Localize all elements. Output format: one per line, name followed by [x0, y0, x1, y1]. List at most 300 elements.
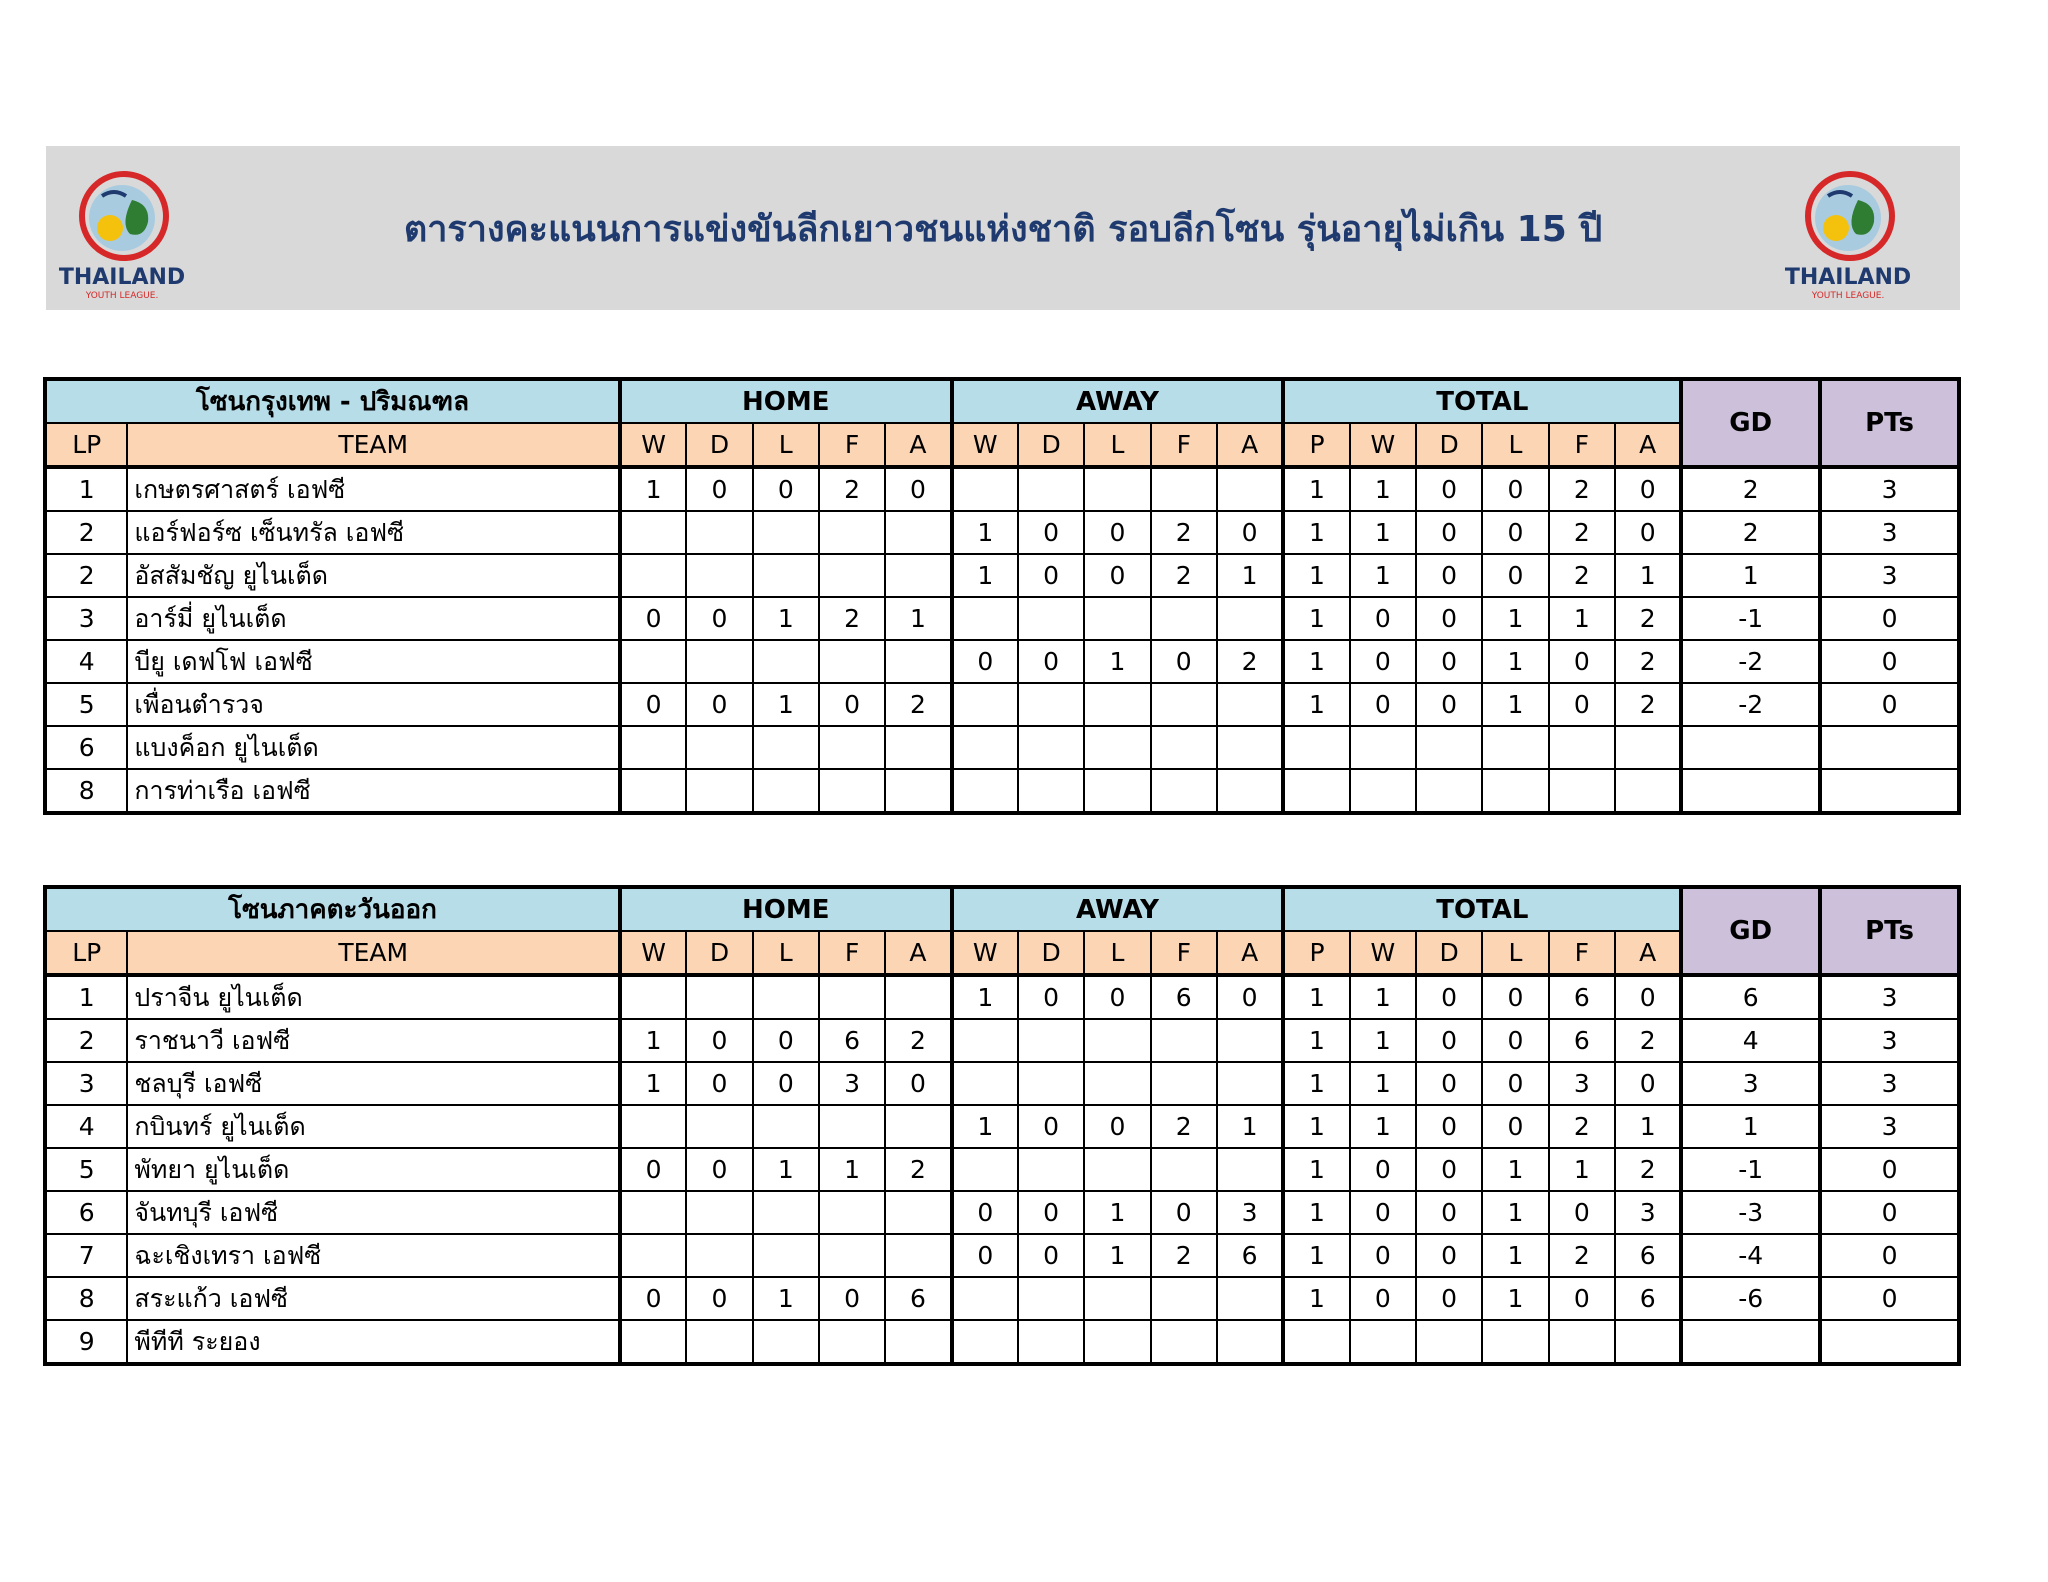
total-stat-cell: 1: [1283, 554, 1349, 597]
table-row: [45, 1062, 1959, 1105]
table-row: [45, 640, 1959, 683]
home-stat-cell: [686, 554, 752, 597]
away-stat-cell: [952, 1277, 1018, 1320]
table-row: [45, 1277, 1959, 1320]
team-name-cell: แบงค็อก ยูไนเต็ด: [127, 726, 620, 769]
subheader-row: [45, 423, 1959, 467]
away-stat-cell: [1217, 683, 1283, 726]
total-stat-cell: 0: [1416, 975, 1482, 1019]
away-stat-cell: 2: [1151, 511, 1217, 554]
away-stat-cell: 1: [952, 975, 1018, 1019]
col-header-f: F: [1549, 423, 1615, 467]
total-stat-cell: 1: [1615, 554, 1681, 597]
total-stat-cell: 1: [1283, 597, 1349, 640]
col-header-d: D: [1018, 931, 1084, 975]
home-stat-cell: 1: [885, 597, 951, 640]
away-stat-cell: [1084, 1148, 1150, 1191]
away-stat-cell: [1217, 1148, 1283, 1191]
table-row: [45, 683, 1959, 726]
table-row: [45, 1320, 1959, 1364]
points-cell: 3: [1820, 1062, 1959, 1105]
home-stat-cell: 1: [819, 1148, 885, 1191]
home-stat-cell: 0: [686, 1148, 752, 1191]
home-stat-cell: 1: [620, 1019, 686, 1062]
col-header-a: A: [1615, 423, 1681, 467]
home-stat-cell: [885, 1234, 951, 1277]
home-stat-cell: [686, 640, 752, 683]
home-stat-cell: 0: [620, 1148, 686, 1191]
home-stat-cell: 0: [753, 467, 819, 511]
away-stat-cell: 0: [1151, 640, 1217, 683]
total-stat-cell: 0: [1615, 975, 1681, 1019]
away-stat-cell: 0: [952, 1234, 1018, 1277]
home-stat-cell: [819, 511, 885, 554]
home-stat-cell: 0: [686, 597, 752, 640]
position-cell: 3: [45, 1062, 127, 1105]
points-cell: 3: [1820, 467, 1959, 511]
zone-name: โซนกรุงเทพ - ปริมณฑล: [45, 379, 620, 423]
team-name-cell: เกษตรศาสตร์ เอฟซี: [127, 467, 620, 511]
table-row: [45, 769, 1959, 813]
total-stat-cell: [1350, 726, 1416, 769]
pts-header: PTs: [1820, 379, 1959, 467]
home-stat-cell: 2: [819, 597, 885, 640]
away-stat-cell: [1151, 1148, 1217, 1191]
home-stat-cell: 0: [620, 1277, 686, 1320]
col-header-d: D: [1416, 931, 1482, 975]
away-stat-cell: 0: [952, 640, 1018, 683]
total-stat-cell: [1615, 1320, 1681, 1364]
total-stat-cell: 1: [1283, 1019, 1349, 1062]
team-name-cell: จันทบุรี เอฟซี: [127, 1191, 620, 1234]
home-stat-cell: 0: [686, 683, 752, 726]
total-stat-cell: 2: [1549, 554, 1615, 597]
home-stat-cell: [819, 726, 885, 769]
away-stat-cell: 2: [1151, 1105, 1217, 1148]
svg-text:YOUTH LEAGUE.: YOUTH LEAGUE.: [1811, 291, 1885, 301]
team-name-cell: การท่าเรือ เอฟซี: [127, 769, 620, 813]
team-header: TEAM: [127, 423, 620, 467]
total-stat-cell: 0: [1416, 683, 1482, 726]
gd-header: GD: [1681, 379, 1820, 467]
team-name-cell: ชลบุรี เอฟซี: [127, 1062, 620, 1105]
away-stat-cell: [1217, 597, 1283, 640]
header-banner: [46, 146, 1960, 310]
away-stat-cell: 3: [1217, 1191, 1283, 1234]
total-stat-cell: 3: [1615, 1191, 1681, 1234]
away-stat-cell: 1: [952, 511, 1018, 554]
total-stat-cell: 0: [1482, 1062, 1548, 1105]
total-stat-cell: 0: [1482, 975, 1548, 1019]
home-stat-cell: [686, 769, 752, 813]
total-stat-cell: 0: [1549, 1277, 1615, 1320]
home-stat-cell: 0: [885, 467, 951, 511]
col-header-p: P: [1283, 931, 1349, 975]
home-stat-cell: [620, 769, 686, 813]
col-header-a: A: [885, 931, 951, 975]
away-stat-cell: [1151, 1019, 1217, 1062]
position-cell: 8: [45, 1277, 127, 1320]
total-stat-cell: 0: [1615, 467, 1681, 511]
home-stat-cell: [753, 640, 819, 683]
total-stat-cell: 6: [1615, 1234, 1681, 1277]
away-stat-cell: [1084, 726, 1150, 769]
total-stat-cell: 1: [1283, 1062, 1349, 1105]
total-stat-cell: 1: [1350, 467, 1416, 511]
total-stat-cell: 1: [1350, 511, 1416, 554]
total-stat-cell: 1: [1482, 1148, 1548, 1191]
away-stat-cell: 0: [952, 1191, 1018, 1234]
total-stat-cell: [1283, 769, 1349, 813]
position-cell: 8: [45, 769, 127, 813]
total-stat-cell: 1: [1482, 1277, 1548, 1320]
home-stat-cell: 6: [819, 1019, 885, 1062]
total-stat-cell: 0: [1416, 1148, 1482, 1191]
away-stat-cell: [1018, 726, 1084, 769]
home-stat-cell: 1: [753, 1148, 819, 1191]
home-stat-cell: 6: [885, 1277, 951, 1320]
total-stat-cell: 0: [1416, 1191, 1482, 1234]
total-stat-cell: [1416, 726, 1482, 769]
goal-difference-cell: [1681, 726, 1820, 769]
total-stat-cell: 0: [1416, 640, 1482, 683]
home-stat-cell: [686, 1191, 752, 1234]
home-stat-cell: [620, 726, 686, 769]
home-stat-cell: 1: [620, 1062, 686, 1105]
away-stat-cell: 0: [1084, 975, 1150, 1019]
total-stat-cell: 1: [1482, 597, 1548, 640]
col-header-w: W: [620, 423, 686, 467]
away-stat-cell: [952, 726, 1018, 769]
away-stat-cell: [1151, 597, 1217, 640]
points-cell: 0: [1820, 597, 1959, 640]
away-stat-cell: [952, 1062, 1018, 1105]
table-row: [45, 511, 1959, 554]
total-stat-cell: 2: [1549, 511, 1615, 554]
team-name-cell: ปราจีน ยูไนเต็ด: [127, 975, 620, 1019]
total-stat-cell: [1350, 769, 1416, 813]
home-stat-cell: [753, 1234, 819, 1277]
away-stat-cell: [952, 1148, 1018, 1191]
home-stat-cell: 0: [753, 1019, 819, 1062]
total-stat-cell: 6: [1549, 1019, 1615, 1062]
total-stat-cell: 1: [1549, 597, 1615, 640]
home-stat-cell: [753, 726, 819, 769]
away-stat-cell: [1084, 467, 1150, 511]
away-stat-cell: [1084, 769, 1150, 813]
away-stat-cell: [952, 467, 1018, 511]
col-header-l: L: [753, 423, 819, 467]
total-stat-cell: 1: [1283, 1277, 1349, 1320]
away-stat-cell: [1151, 683, 1217, 726]
thailand-youth-league-logo: [1780, 156, 1930, 306]
away-stat-cell: 1: [952, 554, 1018, 597]
total-stat-cell: [1482, 769, 1548, 813]
total-stat-cell: 0: [1350, 683, 1416, 726]
total-stat-cell: [1416, 769, 1482, 813]
home-stat-cell: [753, 1105, 819, 1148]
total-stat-cell: 1: [1482, 683, 1548, 726]
home-stat-cell: 0: [620, 683, 686, 726]
away-stat-cell: 1: [1217, 554, 1283, 597]
away-stat-cell: [952, 597, 1018, 640]
goal-difference-cell: 6: [1681, 975, 1820, 1019]
away-stat-cell: 2: [1151, 1234, 1217, 1277]
home-stat-cell: [753, 975, 819, 1019]
total-stat-cell: 0: [1482, 1019, 1548, 1062]
away-stat-cell: [1018, 467, 1084, 511]
zone-name: โซนภาคตะวันออก: [45, 887, 620, 931]
gd-header: GD: [1681, 887, 1820, 975]
total-stat-cell: [1416, 1320, 1482, 1364]
col-header-a: A: [885, 423, 951, 467]
total-stat-cell: 1: [1482, 1191, 1548, 1234]
home-stat-cell: [753, 1320, 819, 1364]
col-header-a: A: [1615, 931, 1681, 975]
table-row: [45, 975, 1959, 1019]
total-stat-cell: 0: [1549, 640, 1615, 683]
team-name-cell: กบินทร์ ยูไนเต็ด: [127, 1105, 620, 1148]
total-stat-cell: 1: [1283, 467, 1349, 511]
away-stat-cell: 1: [1084, 640, 1150, 683]
home-stat-cell: 0: [620, 597, 686, 640]
total-stat-cell: 1: [1283, 511, 1349, 554]
page-title: ตารางคะแนนการแข่งขันลีกเยาวชนแห่งชาติ รอบลีกโซน รุ่นอายุไม่เกิน 15 ปี: [403, 209, 1603, 250]
total-stat-cell: [1482, 726, 1548, 769]
home-stat-cell: 2: [885, 1019, 951, 1062]
points-cell: 0: [1820, 1148, 1959, 1191]
away-stat-cell: 0: [1084, 554, 1150, 597]
team-name-cell: พัทยา ยูไนเต็ด: [127, 1148, 620, 1191]
home-stat-cell: [686, 511, 752, 554]
team-name-cell: บียู เดฟโฟ เอฟซี: [127, 640, 620, 683]
away-stat-cell: [1217, 1019, 1283, 1062]
svg-text:THAILAND: THAILAND: [1784, 265, 1912, 290]
home-stat-cell: 1: [753, 683, 819, 726]
table-row: [45, 467, 1959, 511]
col-header-l: L: [1482, 423, 1548, 467]
away-stat-cell: 0: [1084, 1105, 1150, 1148]
home-stat-cell: [686, 1105, 752, 1148]
away-stat-cell: [1217, 1062, 1283, 1105]
away-stat-cell: [1018, 769, 1084, 813]
home-header: HOME: [620, 379, 952, 423]
col-header-l: L: [1084, 931, 1150, 975]
home-stat-cell: [620, 554, 686, 597]
col-header-f: F: [1549, 931, 1615, 975]
points-cell: 0: [1820, 683, 1959, 726]
col-header-a: A: [1217, 423, 1283, 467]
total-stat-cell: 0: [1350, 597, 1416, 640]
col-header-l: L: [753, 931, 819, 975]
home-stat-cell: [885, 975, 951, 1019]
away-stat-cell: [1151, 467, 1217, 511]
home-stat-cell: 2: [819, 467, 885, 511]
total-stat-cell: 0: [1482, 554, 1548, 597]
away-stat-cell: [1217, 1320, 1283, 1364]
away-stat-cell: 0: [1151, 1191, 1217, 1234]
goal-difference-cell: -2: [1681, 640, 1820, 683]
away-stat-cell: [1084, 1320, 1150, 1364]
goal-difference-cell: 1: [1681, 554, 1820, 597]
col-header-f: F: [819, 931, 885, 975]
goal-difference-cell: -1: [1681, 1148, 1820, 1191]
away-stat-cell: [1018, 683, 1084, 726]
away-stat-cell: 6: [1151, 975, 1217, 1019]
position-cell: 4: [45, 1105, 127, 1148]
home-stat-cell: [885, 726, 951, 769]
points-cell: 0: [1820, 640, 1959, 683]
svg-text:THAILAND: THAILAND: [58, 265, 186, 290]
home-stat-cell: 2: [885, 1148, 951, 1191]
col-header-d: D: [686, 931, 752, 975]
home-stat-cell: 3: [819, 1062, 885, 1105]
away-stat-cell: 0: [1217, 975, 1283, 1019]
team-name-cell: สระแก้ว เอฟซี: [127, 1277, 620, 1320]
points-cell: 0: [1820, 1191, 1959, 1234]
home-stat-cell: [753, 554, 819, 597]
away-stat-cell: 1: [1084, 1234, 1150, 1277]
home-stat-cell: [620, 1234, 686, 1277]
total-stat-cell: 0: [1416, 1019, 1482, 1062]
team-name-cell: ฉะเชิงเทรา เอฟซี: [127, 1234, 620, 1277]
home-stat-cell: 1: [620, 467, 686, 511]
total-header: TOTAL: [1283, 379, 1681, 423]
away-stat-cell: [952, 683, 1018, 726]
points-cell: 3: [1820, 1105, 1959, 1148]
away-stat-cell: [952, 1019, 1018, 1062]
points-cell: 3: [1820, 511, 1959, 554]
home-stat-cell: [885, 1320, 951, 1364]
away-stat-cell: 0: [1018, 511, 1084, 554]
away-stat-cell: 1: [952, 1105, 1018, 1148]
home-stat-cell: [620, 640, 686, 683]
total-stat-cell: 0: [1350, 1191, 1416, 1234]
position-cell: 9: [45, 1320, 127, 1364]
subheader-row: [45, 931, 1959, 975]
home-stat-cell: [753, 511, 819, 554]
home-stat-cell: [753, 1191, 819, 1234]
lp-header: LP: [45, 931, 127, 975]
col-header-d: D: [1416, 423, 1482, 467]
total-stat-cell: 0: [1416, 554, 1482, 597]
total-header: TOTAL: [1283, 887, 1681, 931]
away-stat-cell: [1018, 597, 1084, 640]
away-stat-cell: 0: [1084, 511, 1150, 554]
points-cell: 0: [1820, 1234, 1959, 1277]
home-stat-cell: [885, 769, 951, 813]
table-row: [45, 1105, 1959, 1148]
home-stat-cell: 0: [686, 1277, 752, 1320]
away-stat-cell: 2: [1217, 640, 1283, 683]
col-header-l: L: [1084, 423, 1150, 467]
away-stat-cell: 0: [1018, 554, 1084, 597]
points-cell: 3: [1820, 1019, 1959, 1062]
away-stat-cell: [1018, 1062, 1084, 1105]
away-stat-cell: 0: [1217, 511, 1283, 554]
total-stat-cell: 2: [1615, 1148, 1681, 1191]
away-stat-cell: 0: [1018, 640, 1084, 683]
total-stat-cell: 2: [1615, 683, 1681, 726]
home-stat-cell: [819, 640, 885, 683]
total-stat-cell: 0: [1350, 1234, 1416, 1277]
total-stat-cell: [1283, 726, 1349, 769]
home-stat-cell: [819, 1234, 885, 1277]
total-stat-cell: 2: [1615, 1019, 1681, 1062]
away-stat-cell: 0: [1018, 1191, 1084, 1234]
table-row: [45, 597, 1959, 640]
total-stat-cell: 1: [1350, 554, 1416, 597]
team-header: TEAM: [127, 931, 620, 975]
total-stat-cell: 3: [1549, 1062, 1615, 1105]
home-stat-cell: 0: [686, 1062, 752, 1105]
total-stat-cell: [1615, 769, 1681, 813]
total-stat-cell: 2: [1549, 1105, 1615, 1148]
col-header-l: L: [1482, 931, 1548, 975]
total-stat-cell: 1: [1549, 1148, 1615, 1191]
away-stat-cell: [1084, 1277, 1150, 1320]
total-stat-cell: [1350, 1320, 1416, 1364]
table-row: [45, 1019, 1959, 1062]
away-stat-cell: [1151, 726, 1217, 769]
goal-difference-cell: [1681, 769, 1820, 813]
total-stat-cell: 1: [1350, 1105, 1416, 1148]
home-stat-cell: [620, 1191, 686, 1234]
away-stat-cell: [1084, 597, 1150, 640]
home-stat-cell: 0: [885, 1062, 951, 1105]
total-stat-cell: 0: [1416, 1277, 1482, 1320]
total-stat-cell: 0: [1615, 511, 1681, 554]
position-cell: 7: [45, 1234, 127, 1277]
total-stat-cell: 2: [1549, 1234, 1615, 1277]
home-stat-cell: [753, 769, 819, 813]
away-stat-cell: 1: [1217, 1105, 1283, 1148]
home-stat-cell: 0: [819, 683, 885, 726]
col-header-d: D: [686, 423, 752, 467]
away-stat-cell: [1217, 726, 1283, 769]
total-stat-cell: 1: [1350, 975, 1416, 1019]
position-cell: 2: [45, 1019, 127, 1062]
home-stat-cell: 0: [686, 1019, 752, 1062]
away-stat-cell: [1151, 1320, 1217, 1364]
away-stat-cell: 0: [1018, 1105, 1084, 1148]
away-stat-cell: [1084, 1019, 1150, 1062]
home-stat-cell: [686, 975, 752, 1019]
total-stat-cell: 6: [1615, 1277, 1681, 1320]
total-stat-cell: 0: [1549, 1191, 1615, 1234]
away-stat-cell: 0: [1018, 975, 1084, 1019]
total-stat-cell: 0: [1549, 683, 1615, 726]
total-stat-cell: 1: [1615, 1105, 1681, 1148]
total-stat-cell: 0: [1350, 1148, 1416, 1191]
away-stat-cell: [1217, 467, 1283, 511]
total-stat-cell: 1: [1283, 1191, 1349, 1234]
team-name-cell: อาร์มี่ ยูไนเต็ด: [127, 597, 620, 640]
goal-difference-cell: -6: [1681, 1277, 1820, 1320]
total-stat-cell: 1: [1283, 975, 1349, 1019]
total-stat-cell: 1: [1482, 1234, 1548, 1277]
away-stat-cell: [1217, 1277, 1283, 1320]
col-header-p: P: [1283, 423, 1349, 467]
col-header-f: F: [1151, 931, 1217, 975]
table-row: [45, 1191, 1959, 1234]
goal-difference-cell: [1681, 1320, 1820, 1364]
goal-difference-cell: 2: [1681, 511, 1820, 554]
total-stat-cell: 2: [1549, 467, 1615, 511]
home-stat-cell: [686, 1320, 752, 1364]
position-cell: 1: [45, 975, 127, 1019]
total-stat-cell: 0: [1416, 597, 1482, 640]
